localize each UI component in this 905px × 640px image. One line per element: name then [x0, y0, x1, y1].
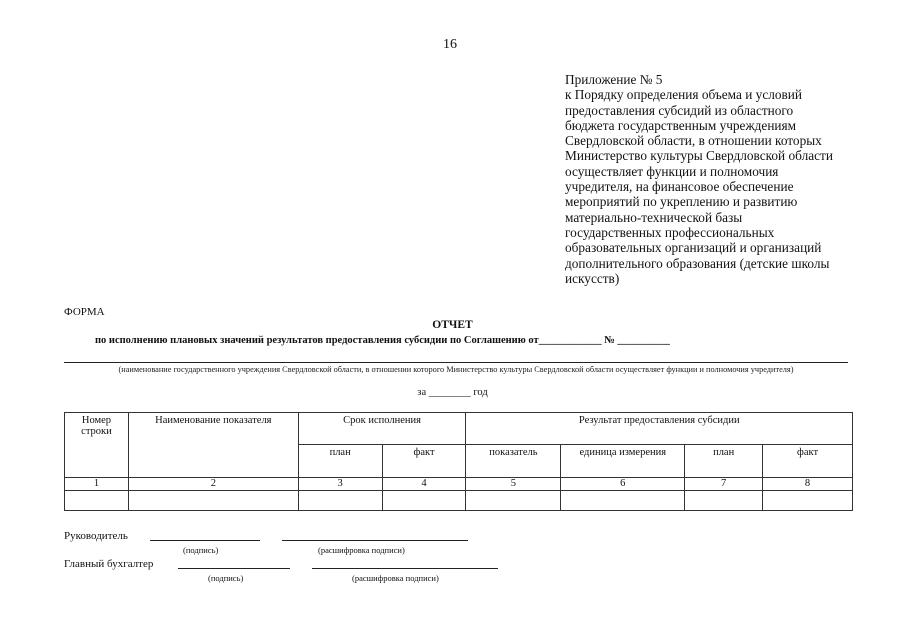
appendix-block [565, 72, 840, 286]
page-number: 16 [443, 37, 457, 52]
subheader-plan-result: план [685, 445, 763, 478]
subheader-indicator: показатель [466, 445, 561, 478]
table-cell[interactable] [561, 491, 685, 511]
report-subtitle: по исполнению плановых значений результатов предоставления субсидии по Соглашению от____________ № __________ [95, 335, 670, 346]
accountant-signature-caption: (подпись) [208, 573, 244, 583]
column-number: 2 [128, 478, 298, 491]
table-number-row [65, 478, 853, 491]
table-header-row [65, 413, 853, 445]
appendix-title: Приложение № 5 [565, 72, 663, 87]
subheader-plan: план [298, 445, 382, 478]
column-number: 3 [298, 478, 382, 491]
table-cell[interactable] [298, 491, 382, 511]
column-number: 1 [65, 478, 129, 491]
accountant-label: Главный бухгалтер [64, 558, 154, 570]
header-deadline: Срок исполнения [298, 413, 466, 445]
table-row [65, 491, 853, 511]
header-row-number: Номер строки [65, 413, 129, 478]
column-number: 4 [382, 478, 466, 491]
report-table [64, 412, 853, 511]
column-number: 7 [685, 478, 763, 491]
subheader-fact: факт [382, 445, 466, 478]
form-label: ФОРМА [64, 306, 105, 318]
table-cell[interactable] [128, 491, 298, 511]
report-title: ОТЧЕТ [432, 319, 473, 331]
table-cell[interactable] [685, 491, 763, 511]
table-cell[interactable] [65, 491, 129, 511]
column-number: 8 [763, 478, 853, 491]
accountant-signature-line[interactable] [178, 568, 290, 569]
appendix-text: к Порядку определения объема и условий предоставления субсидий из областного бюджета государственным учреждениям Свердловской области, в отношении которых Министерство культуры Свердловской области осуществляет функции и полномочия учредителя, на финансовое обеспечение мероприятий по укреплению и развитию материально-технической базы государственных профессиональных образовательных организаций и организаций дополнительного образования (детские школы искусств) [565, 87, 833, 286]
head-decode-line[interactable] [282, 540, 468, 541]
header-result: Результат предоставления субсидии [466, 413, 853, 445]
subheader-unit: единица измерения [561, 445, 685, 478]
org-name-caption: (наименование государственного учреждения Свердловской области, в отношении которого Министерство культуры Свердловской области осуществляет функции и полномочия учредителя) [118, 365, 794, 374]
header-indicator-name: Наименование показателя [128, 413, 298, 478]
head-label: Руководитель [64, 530, 128, 542]
subheader-fact-result: факт [763, 445, 853, 478]
head-signature-line[interactable] [150, 540, 260, 541]
column-number: 5 [466, 478, 561, 491]
accountant-decode-caption: (расшифровка подписи) [352, 573, 439, 583]
head-signature-caption: (подпись) [183, 545, 219, 555]
table-cell[interactable] [466, 491, 561, 511]
report-period: за ________ год [417, 387, 488, 398]
head-decode-caption: (расшифровка подписи) [318, 545, 405, 555]
column-number: 6 [561, 478, 685, 491]
accountant-decode-line[interactable] [312, 568, 498, 569]
org-name-line [64, 362, 848, 363]
table-cell[interactable] [382, 491, 466, 511]
table-cell[interactable] [763, 491, 853, 511]
